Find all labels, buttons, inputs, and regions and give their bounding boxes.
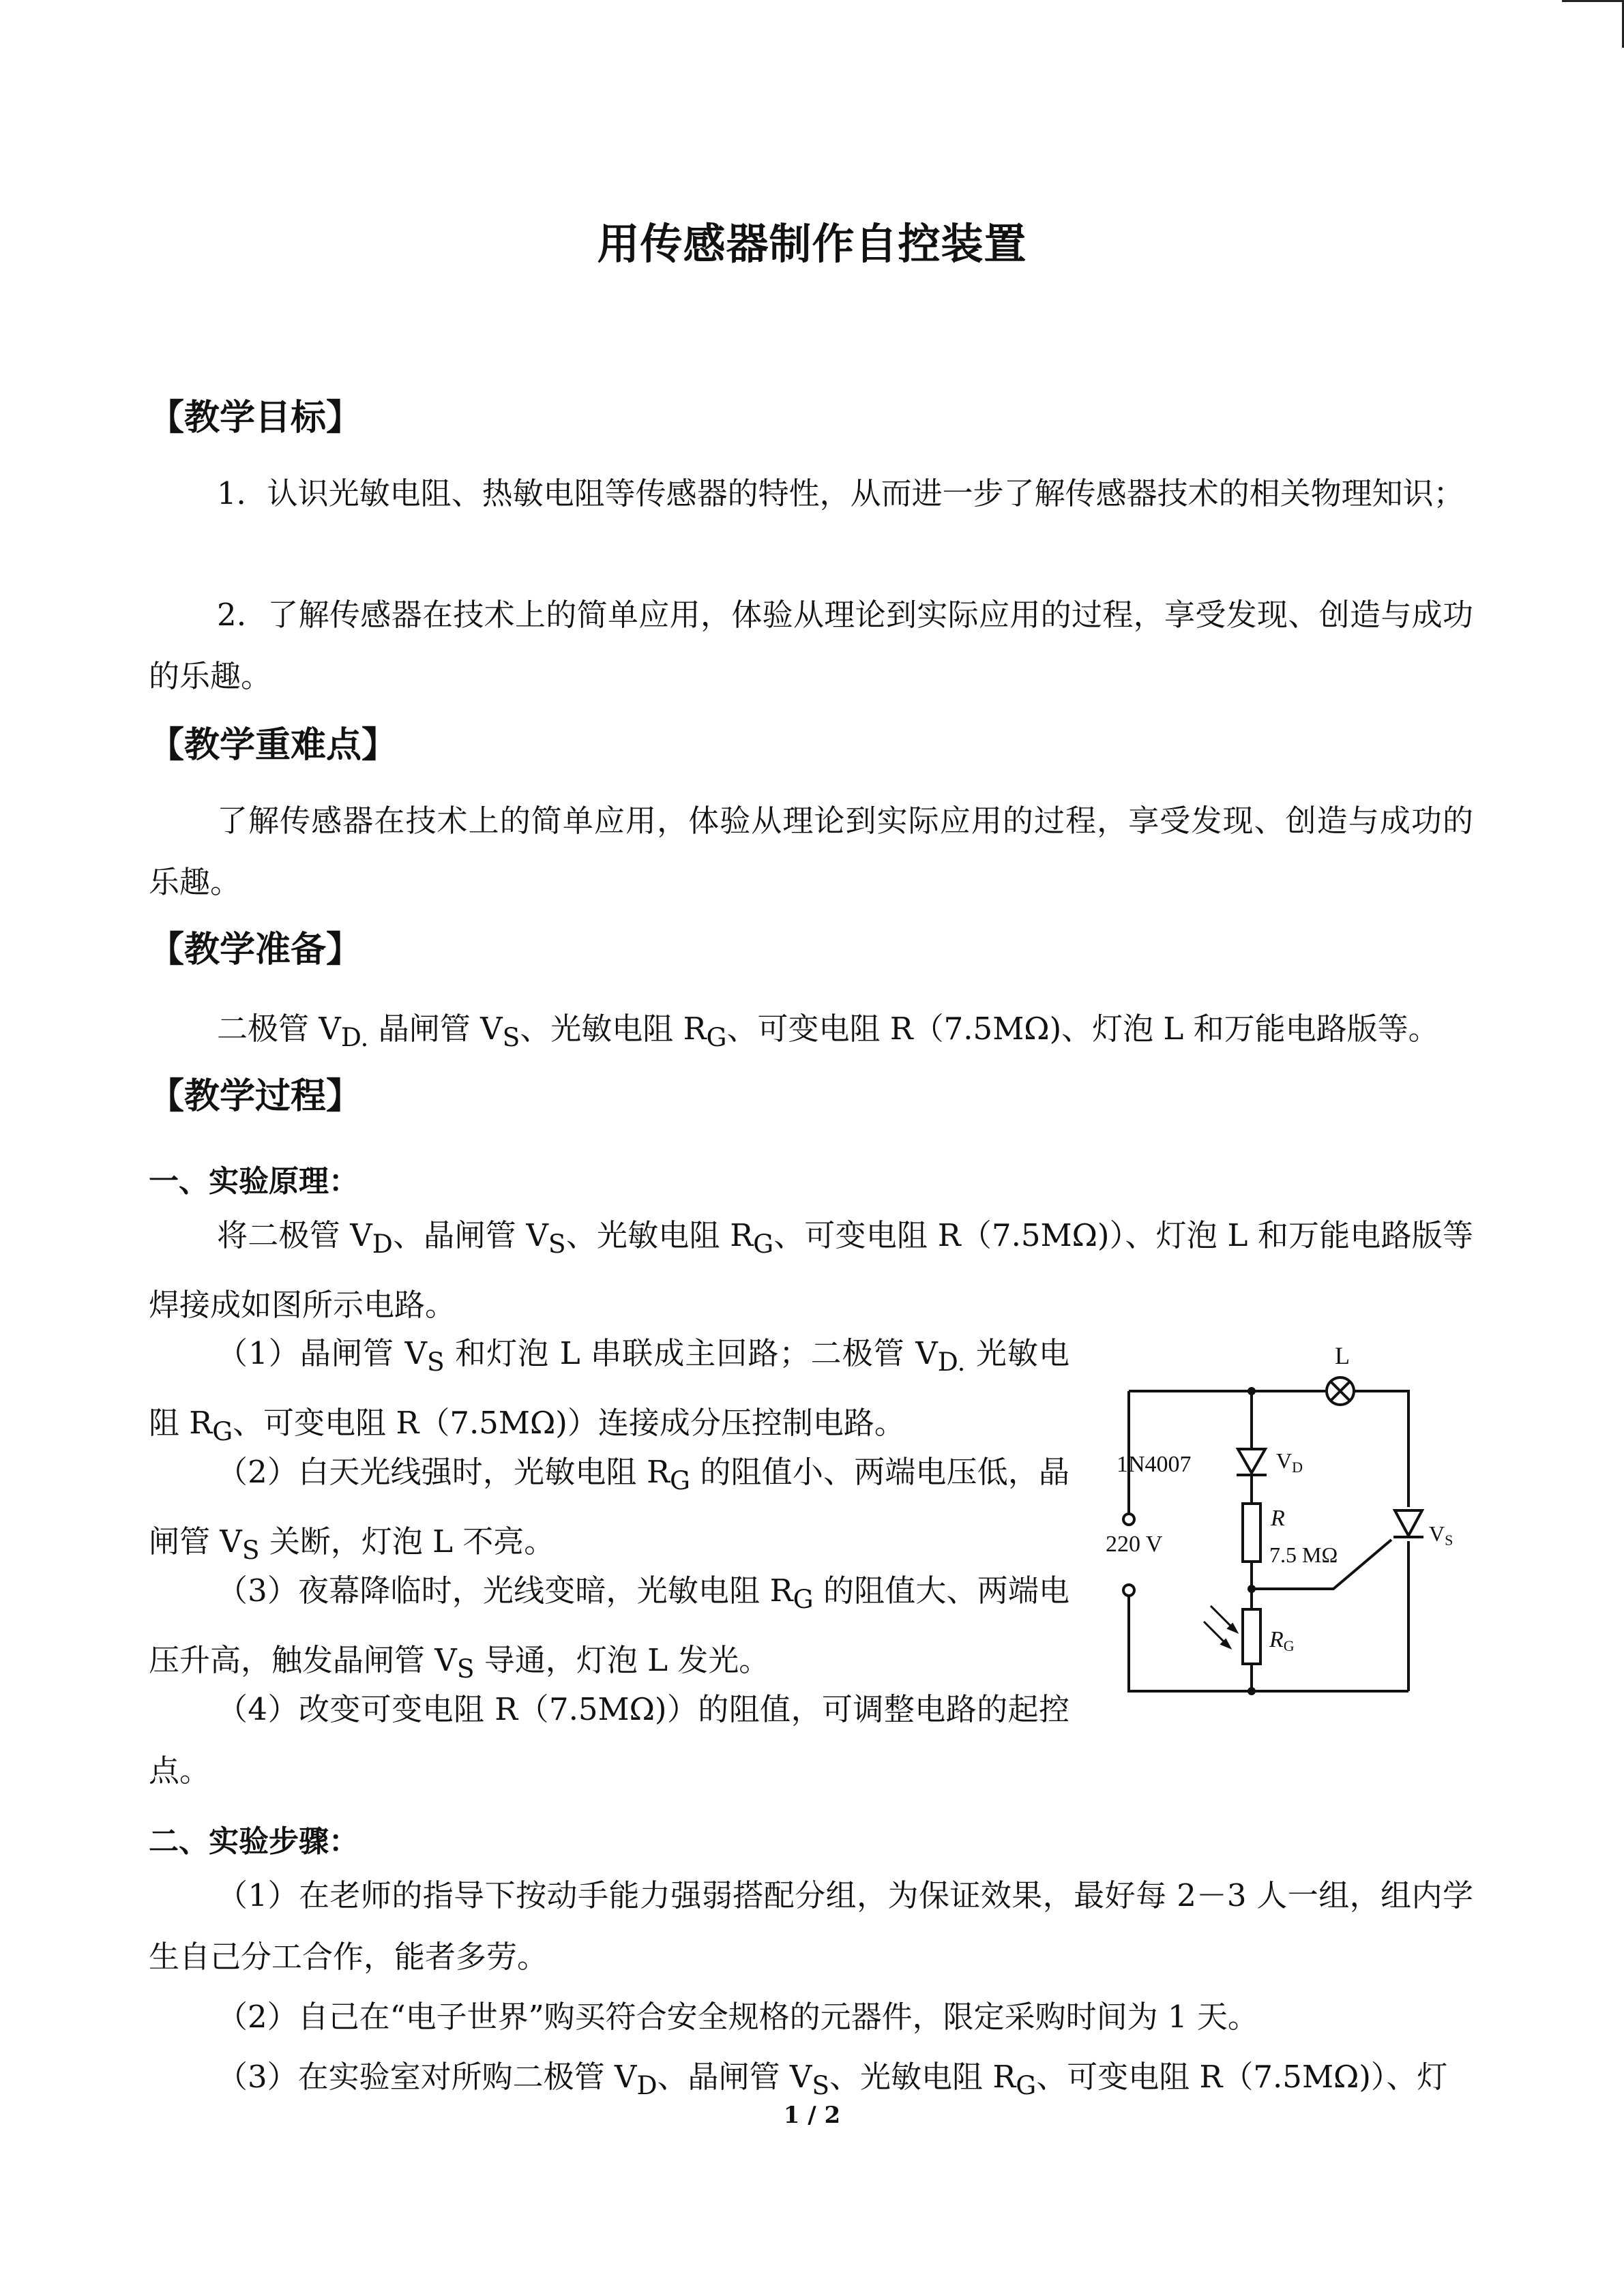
diode-part-label: 1N4007	[1117, 1452, 1192, 1477]
diode-icon	[1237, 1449, 1267, 1475]
thyristor-label: VS	[1429, 1521, 1453, 1549]
photoresistor-icon	[1243, 1609, 1260, 1664]
goal-2: 2．了解传感器在技术上的简单应用，体验从理论到实际应用的过程，享受发现、创造与成功的乐趣。	[149, 597, 1473, 694]
goal-1: 1．认识光敏电阻、热敏电阻等传感器的特性，从而进一步了解传感器技术的相关物理知识；	[217, 475, 1464, 511]
voltage-label: 220 V	[1106, 1532, 1163, 1557]
resistor-value-label: 7.5 MΩ	[1269, 1542, 1338, 1567]
top-wire-right	[1354, 1391, 1408, 1507]
lamp-icon	[1327, 1377, 1354, 1405]
crop-mark-top	[1562, 0, 1624, 2]
junction-bottom	[1247, 1687, 1256, 1695]
page-number: 1 / 2	[783, 2102, 841, 2129]
terminal-top	[1123, 1514, 1134, 1525]
bottom-wire	[1129, 1596, 1408, 1691]
step-3: （3）在实验室对所购二极管 $V_D$、晶闸管 $V_S$、光敏电阻 $R_G$、可变电阻 R（7.5MΩ)）、灯	[217, 2059, 1448, 2100]
step-2: （2）自己在“电子世界”购买符合安全规格的元器件，限定采购时间为 1 天。	[217, 1999, 1258, 2035]
principle-item-1: （1）晶闸管 $V_S$ 和灯泡 L 串联成主回路；二极管 $V_{D.}$ 光敏电阻 $R_G$、可变电阻 R（7.5MΩ)）连接成分压控制电路。	[149, 1335, 1069, 1446]
thyristor-icon	[1393, 1510, 1423, 1537]
key-points-text: 了解传感器在技术上的简单应用，体验从理论到实际应用的过程，享受发现、创造与成功的乐趣。	[149, 803, 1473, 900]
lamp-label: L	[1335, 1342, 1350, 1369]
resistor-label: R	[1271, 1506, 1285, 1531]
principle-intro: 将二极管 $V_D$、晶闸管 $V_S$、光敏电阻 $R_G$、可变电阻 R（7.5MΩ)）、灯泡 L 和万能电路版等焊接成如图所示电路。	[149, 1217, 1473, 1323]
diode-label: VD	[1276, 1448, 1303, 1476]
principle-item-3: （3）夜幕降临时，光线变暗，光敏电阻 $R_G$ 的阻值大、两端电压升高，触发晶闸管 $V_S$ 导通，灯泡 L 发光。	[149, 1572, 1069, 1684]
circuit-diagram	[1102, 1337, 1483, 1705]
resistor-icon	[1243, 1504, 1260, 1562]
heading-process: 【教学过程】	[149, 1076, 362, 1117]
principle-title: 一、实验原理：	[149, 1164, 359, 1199]
junction-mid	[1247, 1585, 1256, 1593]
document-title: 用传感器制作自控装置	[597, 219, 1027, 269]
step-1: （1）在老师的指导下按动手能力强弱搭配分组，为保证效果，最好每 2－3 人一组，组内学生自己分工合作，能者多劳。	[149, 1877, 1473, 1975]
photoresistor-label: RG	[1269, 1627, 1295, 1654]
principle-item-2: （2）白天光线强时，光敏电阻 $R_G$ 的阻值小、两端电压低，晶闸管 $V_S$ 关断，灯泡 L 不亮。	[149, 1454, 1069, 1565]
junction-top	[1247, 1387, 1256, 1395]
principle-item-4: （4）改变可变电阻 R（7.5MΩ)）的阻值，可调整电路的起控点。	[149, 1691, 1069, 1789]
steps-title: 二、实验步骤：	[149, 1824, 359, 1859]
heading-preparation: 【教学准备】	[149, 929, 362, 970]
heading-key-points: 【教学重难点】	[149, 725, 398, 766]
preparation-text: 二极管 $V_{D.}$ 晶闸管 $V_S$、光敏电阻 $R_G$、可变电阻 R（7.5MΩ)、灯泡 L 和万能电路版等。	[217, 1011, 1439, 1052]
terminal-bottom	[1123, 1585, 1134, 1596]
light-arrows-icon	[1204, 1606, 1237, 1648]
heading-goals: 【教学目标】	[149, 398, 362, 438]
